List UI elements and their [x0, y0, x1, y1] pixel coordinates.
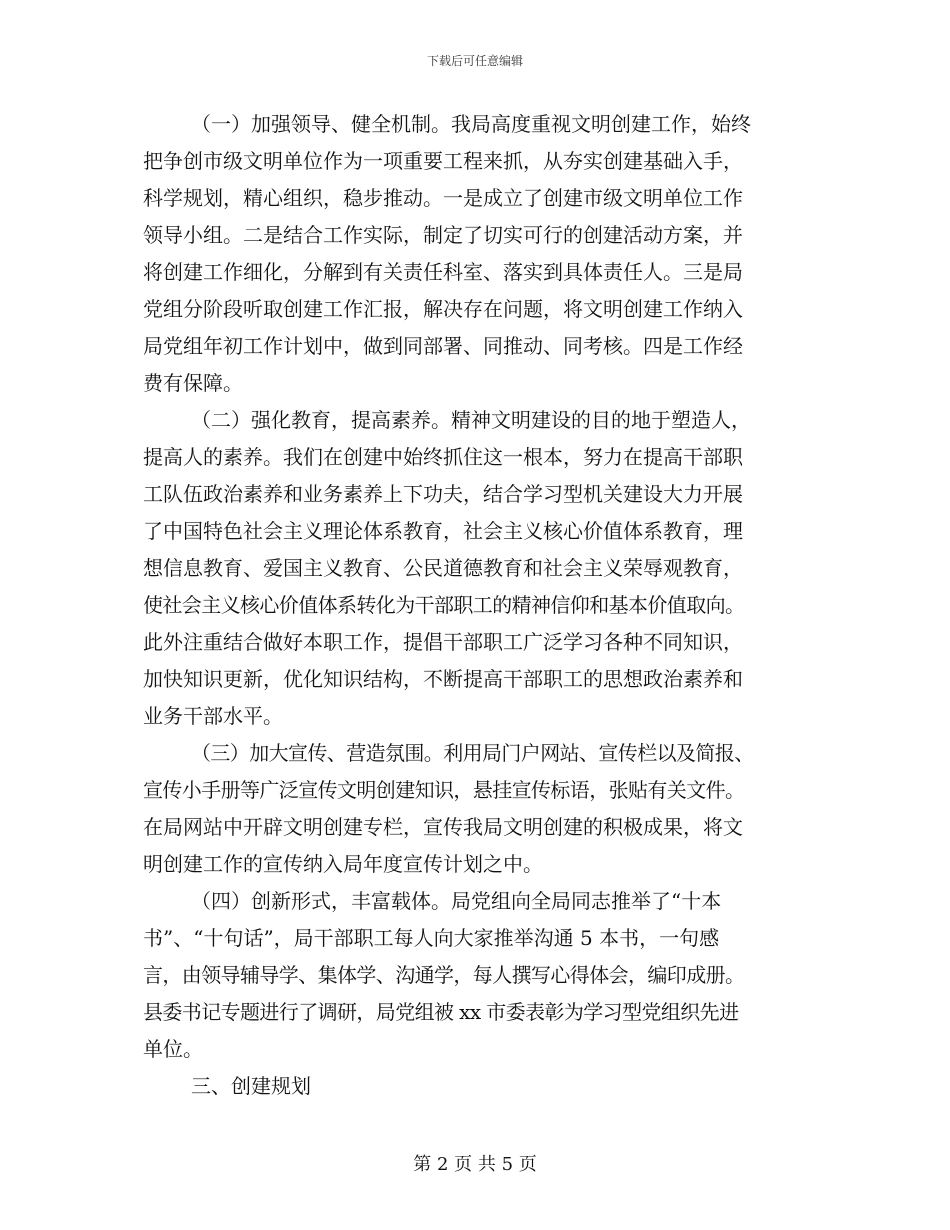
text-line: 单位。: [143, 1037, 203, 1061]
text-line: 言，由领导辅导学、集体学、沟通学，每人撰写心得体会，编印成册。: [143, 963, 745, 987]
text-line: 领导小组。二是结合工作实际，制定了切实可行的创建活动方案，并: [143, 223, 743, 247]
page-number: 第 2 页 共 5 页: [413, 1154, 537, 1175]
text-line: （二）强化教育，提高素养。精神文明建设的目的地于塑造人，: [191, 408, 751, 432]
text-line: 宣传小手册等广泛宣传文明创建知识，悬挂宣传标语，张贴有关文件。: [143, 778, 745, 802]
text-line: 把争创市级文明单位作为一项重要工程来抓，从夯实创建基础入手，: [143, 149, 743, 173]
document-body: [143, 106, 813, 1105]
text-line: 业务干部水平。: [143, 704, 283, 728]
paragraph-publicity: [143, 735, 813, 883]
text-line: 将创建工作细化，分解到有关责任科室、落实到具体责任人。三是局: [143, 260, 743, 284]
text-line: 工队伍政治素养和业务素养上下功夫，结合学习型机关建设大力开展: [143, 482, 743, 506]
text-line: 此外注重结合做好本职工作，提倡干部职工广泛学习各种不同知识，: [143, 630, 743, 654]
text-line: 书”、“十句话”，局干部职工每人向大家推举沟通 5 本书，一句感: [143, 926, 720, 950]
text-line: 明创建工作的宣传纳入局年度宣传计划之中。: [143, 852, 543, 876]
text-line: 加快知识更新，优化知识结构，不断提高干部职工的思想政治素养和: [143, 667, 743, 691]
text-line: 县委书记专题进行了调研，局党组被 xx 市委表彰为学习型党组织先进: [143, 1000, 739, 1024]
text-line: 局党组年初工作计划中，做到同部署、同推动、同考核。四是工作经: [143, 334, 743, 358]
paragraph-strengthen-education: [143, 402, 813, 735]
paragraph-strengthen-leadership: [143, 106, 813, 402]
text-line: 提高人的素养。我们在创建中始终抓住这一根本，努力在提高干部职: [143, 445, 743, 469]
text-line: 了中国特色社会主义理论体系教育，社会主义核心价值体系教育，理: [143, 519, 743, 543]
paragraph-innovation: [143, 883, 813, 1068]
text-line: 费有保障。: [143, 371, 243, 395]
text-line: 党组分阶段听取创建工作汇报，解决存在问题，将文明创建工作纳入: [143, 297, 743, 321]
section-heading: 三、创建规划: [191, 1074, 311, 1098]
text-line: 使社会主义核心价值体系转化为干部职工的精神信仰和基本价值取向。: [143, 593, 745, 617]
text-line: （三）加大宣传、营造氛围。利用局门户网站、宣传栏以及简报、: [191, 741, 754, 765]
text-line: （四）创新形式，丰富载体。局党组向全局同志推举了“十本: [191, 889, 722, 913]
text-line: 在局网站中开辟文明创建专栏，宣传我局文明创建的积极成果，将文: [143, 815, 743, 839]
text-line: 想信息教育、爱国主义教育、公民道德教育和社会主义荣辱观教育，: [143, 556, 743, 580]
page-header: 下载后可任意编辑: [426, 54, 523, 68]
text-line: （一）加强领导、健全机制。我局高度重视文明创建工作，始终: [191, 112, 751, 136]
text-line: 科学规划，精心组织，稳步推动。一是成立了创建市级文明单位工作: [143, 186, 743, 210]
